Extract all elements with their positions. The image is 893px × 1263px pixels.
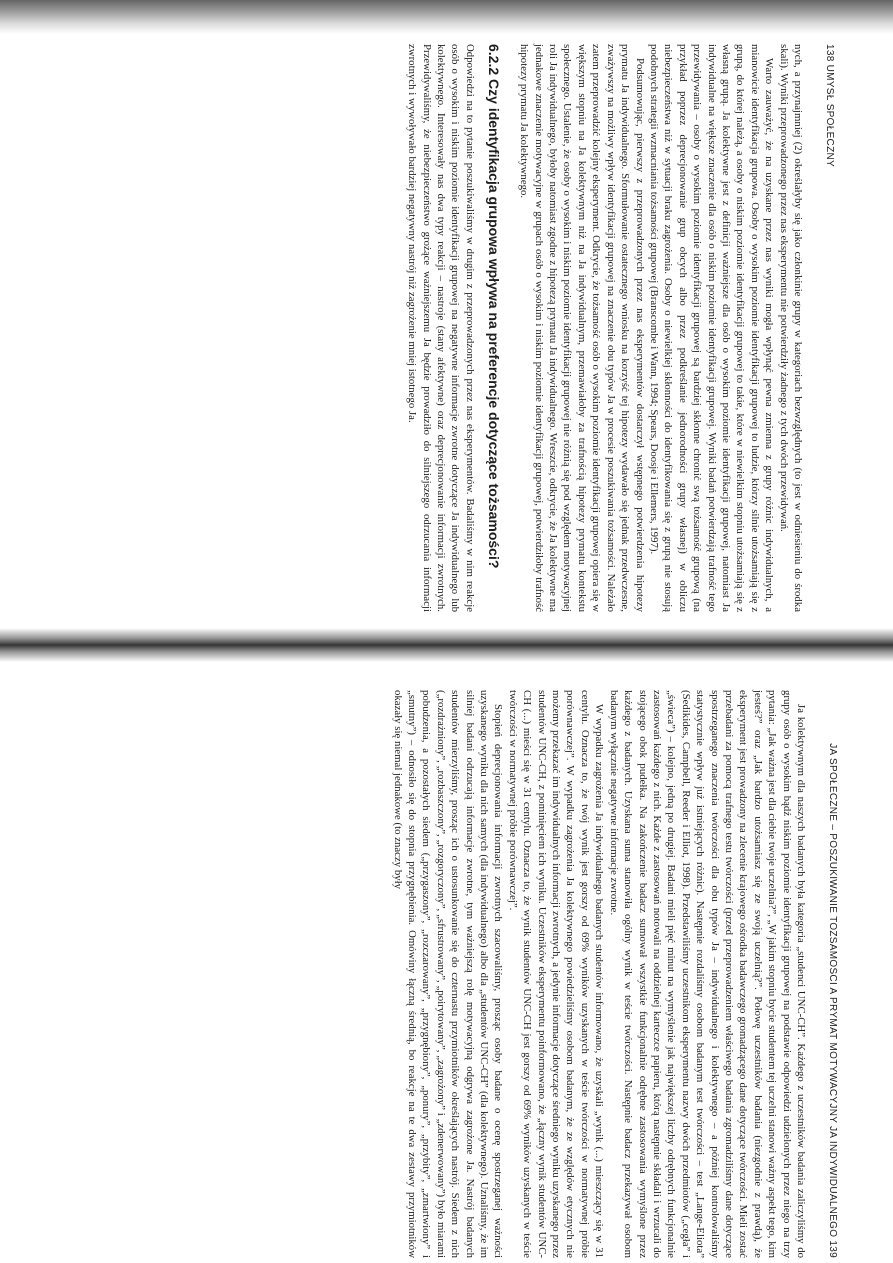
body-text — [405, 44, 805, 612]
paragraph: Ja kolektywnym dla naszych badanych była kategoria „studenci UNC-CH”. Każdego z uczestników badania zaliczyliśmy do grupy osób o wysokim bądź niskim poziomie identyfikacji grupowej na podstawie odpowiedzi udzielonych przez niego na trzy pytania: „Jak ważna jest dla ciebie twoje uczelnia?”, „W jakim stopniu bycie studentem tej uczelni stanowi ważny aspekt tego, kim jesteś?” oraz „Jak bardzo utożsamiasz się ze swoją uczelnią?”. Połowę uczestników badania (niezgodnie z prawdą), że eksperyment jest prowadzony na zlecenie krajowego ośrodka badawczego gromadzącego dane dotyczące twórczości. Mieli zostać przebadani za pomocą trafnego testu twórczości (przed przeprowadzeniem właściwego badania zgromadziliśmy dane dotyczące spostrzeganego znaczenia twórczości dla obu typów Ja – indywidualnego i kolektywnego – a później kontrolowaliśmy statystycznie wpływ już istniejących różnic). Następnie rozdaliśmy osobom badanym test twórczości – test „Lange-Eliota” (Sedikides, Campbell, Reeder i Elliot, 1998). Przedstawiliśmy uczestnikom eksperymentu nazwy dwóch przedmiotów („cegła” i „świeca”) – kolejno, jedną po drugiej. Badani mieli pięć minut na wymyślenie jak największej liczby odrębnych funkcjonalnie zastosowań każdego z nich. Każde z zastosowań notowali na oddzielnej karteczce papieru, którą następnie składali i wrzucali do stojącego obok pudełka. Na zakończenie badacz sumował wszystkie funkcjonalnie odrębne zastosowania wymyślone przez każdego z badanych. Uzyskana suma stanowiła ogólny wynik w teście twórczości. Następnie badacz przekazywał osobom badanym wyłącznie negatywne informacje zwrotne. — [607, 690, 807, 1258]
scan-shadow-top — [0, 0, 893, 34]
paragraph: Odpowiedzi na to pytanie poszukiwaliśmy w drugim z przeprowadzonych przez nas eksperymentów. Badaliśmy w nim reakcje osób o wysokim i niskim poziomie identyfikacji grupowej na negatywne informacje zwrotne dotyczące Ja indywidualnego lub kolektywnego. Interesowały nas dwa typy reakcji – nastroje (stany afektywne) oraz deprecjonowanie informacji zwrotnych. Przewidywaliśmy, że niebezpieczeństwo grożące ważniejszemu Ja będzie prowadziło do silniejszego odrzucania informacji zwrotnych i wywoływało bardziej negatywny nastrój niż zagrożenie mniej istotnego Ja. — [406, 44, 476, 612]
section-heading: 6.2.2 Czy identyfikacja grupowa wpływa na preferencje dotyczące tożsamości? — [485, 44, 502, 569]
paragraph: Stopień deprecjonowania informacji zwrotnych szacowaliśmy, prosząc osoby badane o ocenę spostrzeganej ważności uzyskanego wyniku dla nich samych (dla indywidualnego) albo dla „studentów UNC-CH” (dla kolektywnego). Uznaliśmy, że im silniej badani odrzucają informacje zwrotne, tym ważniejszą rolę motywacyjną odgrywa zagrożone Ja. Nastrój badanych studentów mierzyliśmy, prosząc ich o ustosunkowanie się do czternastu przymiotników określających nastrój. Siedem z nich („rozdrażniony”, „rozbaszczony”, „rozgoryczony”, „sfrustrowany”, „poirytowany”, „zagrożony” i „zdenerwowany”) było miarami pobudzenia, a pozostałych siedem („przygaszony”, „rozczarowany”, „przygnębiony”, „ponury”, „przybity”, „zmartwiony” i „smutny”) – odnosiło się do stopnia przygnębienia. Omówiny łączną średnią, bo reakcje na te dwa zestawy przymiotników okazały się niemal jednakowe (to znaczy były — [391, 690, 505, 1258]
book-fold-shadow — [0, 628, 893, 662]
page-139 — [38, 690, 838, 1258]
body-text — [390, 690, 808, 1258]
page-138 — [35, 44, 835, 612]
paragraph: Podsumowując, pierwszy z przeprowadzonych przez nas eksperymentów dostarczył wstępnego potwierdzenia hipotezy prymatu Ja indywidualnego. Sformułowanie ostatecznego wniosku na korzyść tej hipotezy wydawało się jednak przedwczesne, zważywszy na możliwy wpływ identyfikacji grupowej na znaczenie obu typów Ja w procesie poszukiwania tożsamości. Należało zatem przeprowadzić kolejny eksperyment. Odkrycie, że tożsamość osób o wysokim poziomie identyfikacji grupowej opiera się w większym stopniu na Ja kolektywnym niż na Ja indywidualnym, przemawiałoby za trafnością hipotezy prymatu kontekstu społecznego. Ustalenie, że osoby o wysokim i niskim poziomie identyfikacji grupowej nie różnią się pod względem motywacyjnej roli Ja indywidualnego, byłoby natomiast zgodne z hipotezą prymatu Ja indywidualnego. Wreszcie, odkrycie, że Ja kolektywne ma jednakowe znaczenie motywacyjne w grupach osób o wysokim i niskim poziomie identyfikacji grupowej, potwierdziłoby trafność hipotezy prymatu Ja kolektywnego. — [518, 44, 646, 612]
paragraph: W wypadku zagrożenia Ja indywidualnego badanych studentów informowano, że uzyskali „wynik (...) mieszczący się w 31 centylu. Oznacza to, że twój wynik jest gorszy od 69% wyników uzyskanych w teście twórczości w normatywnej próbie porównawczej”. W wypadku zagrożenia Ja kolektywnego powiedzieliśmy osobom badanym, że ze względów etycznych nie możemy przekazać im indywidualnych informacji zwrotnych, a jedynie informacje dotyczące średniego wyniku uzyskanego przez studentów UNC-CH, z pominięciem ich wyniku. Uczestników eksperymentu poinformowano, że „łączny wynik studentów UNC-CH (...) mieści się w 31 centylu. Oznacza to, że wynik studentów UNC-CH jest gorszy od 69% wyników uzyskanych w teście twórczości w normatywnej próbie porównawczej”. — [506, 690, 606, 1258]
paragraph: nych, a przynajmniej (2) określałyby się jako członkinie grupy w kategoriach bezwzględnych (to jest w odniesieniu do środka skali). Wyniki przeprowadzonego przez nas eksperymentu nie potwierdziły żadnego z tych dwóch przewidywań. — [777, 44, 804, 612]
running-head: JA SPOŁECZNE – POSZUKIWANIE TOŻSAMOŚCI A PRYMAT MOTYWACYJNY JA INDYWIDUALNEGO 139 — [827, 743, 838, 1258]
paragraph: Warto zauważyć, że na uzyskane przez nas wyniki mogła wpłynąć pewna zmienna z grupy różnic indywidualnych, a mianowicie identyfikacja grupowa. Osoby o wysokim poziomie identyfikacji grupowej to ludzie, którzy silnie utożsamiają się z grupą, do której należą, a osoby o niskim poziomie identyfikacji grupowej to takie, które w niewielkim stopniu utożsamiają się z własną grupą. Ja kolektywne jest z definicji ważniejsze dla osób o wysokim poziomie identyfikacji grupowej, natomiast Ja indywidualne na większe znaczenie dla osób o niskim poziomie identyfikacji grupowej. Wyniki badań potwierdzają trafność tego przewidywania – osoby o wysokim poziomie identyfikacji grupowej są bardziej skłonne chronić swą tożsamość grupową (na przykład poprzez deprecjonowanie grup obcych albo przez podkreślanie jednorodności grupy własnej) w obliczu niebezpieczeństwa niż w sytuacji braku zagrożenia. Osoby o niewielkiej skłonności do identyfikowania się z grupą nie stosują podobnych strategii wzmacniania tożsamości grupowej (Branscombe i Wann, 1994; Spears, Doosje i Ellemers, 1997). — [647, 44, 776, 612]
running-head: 138 UMYSŁ SPOŁECZNY — [824, 44, 835, 167]
